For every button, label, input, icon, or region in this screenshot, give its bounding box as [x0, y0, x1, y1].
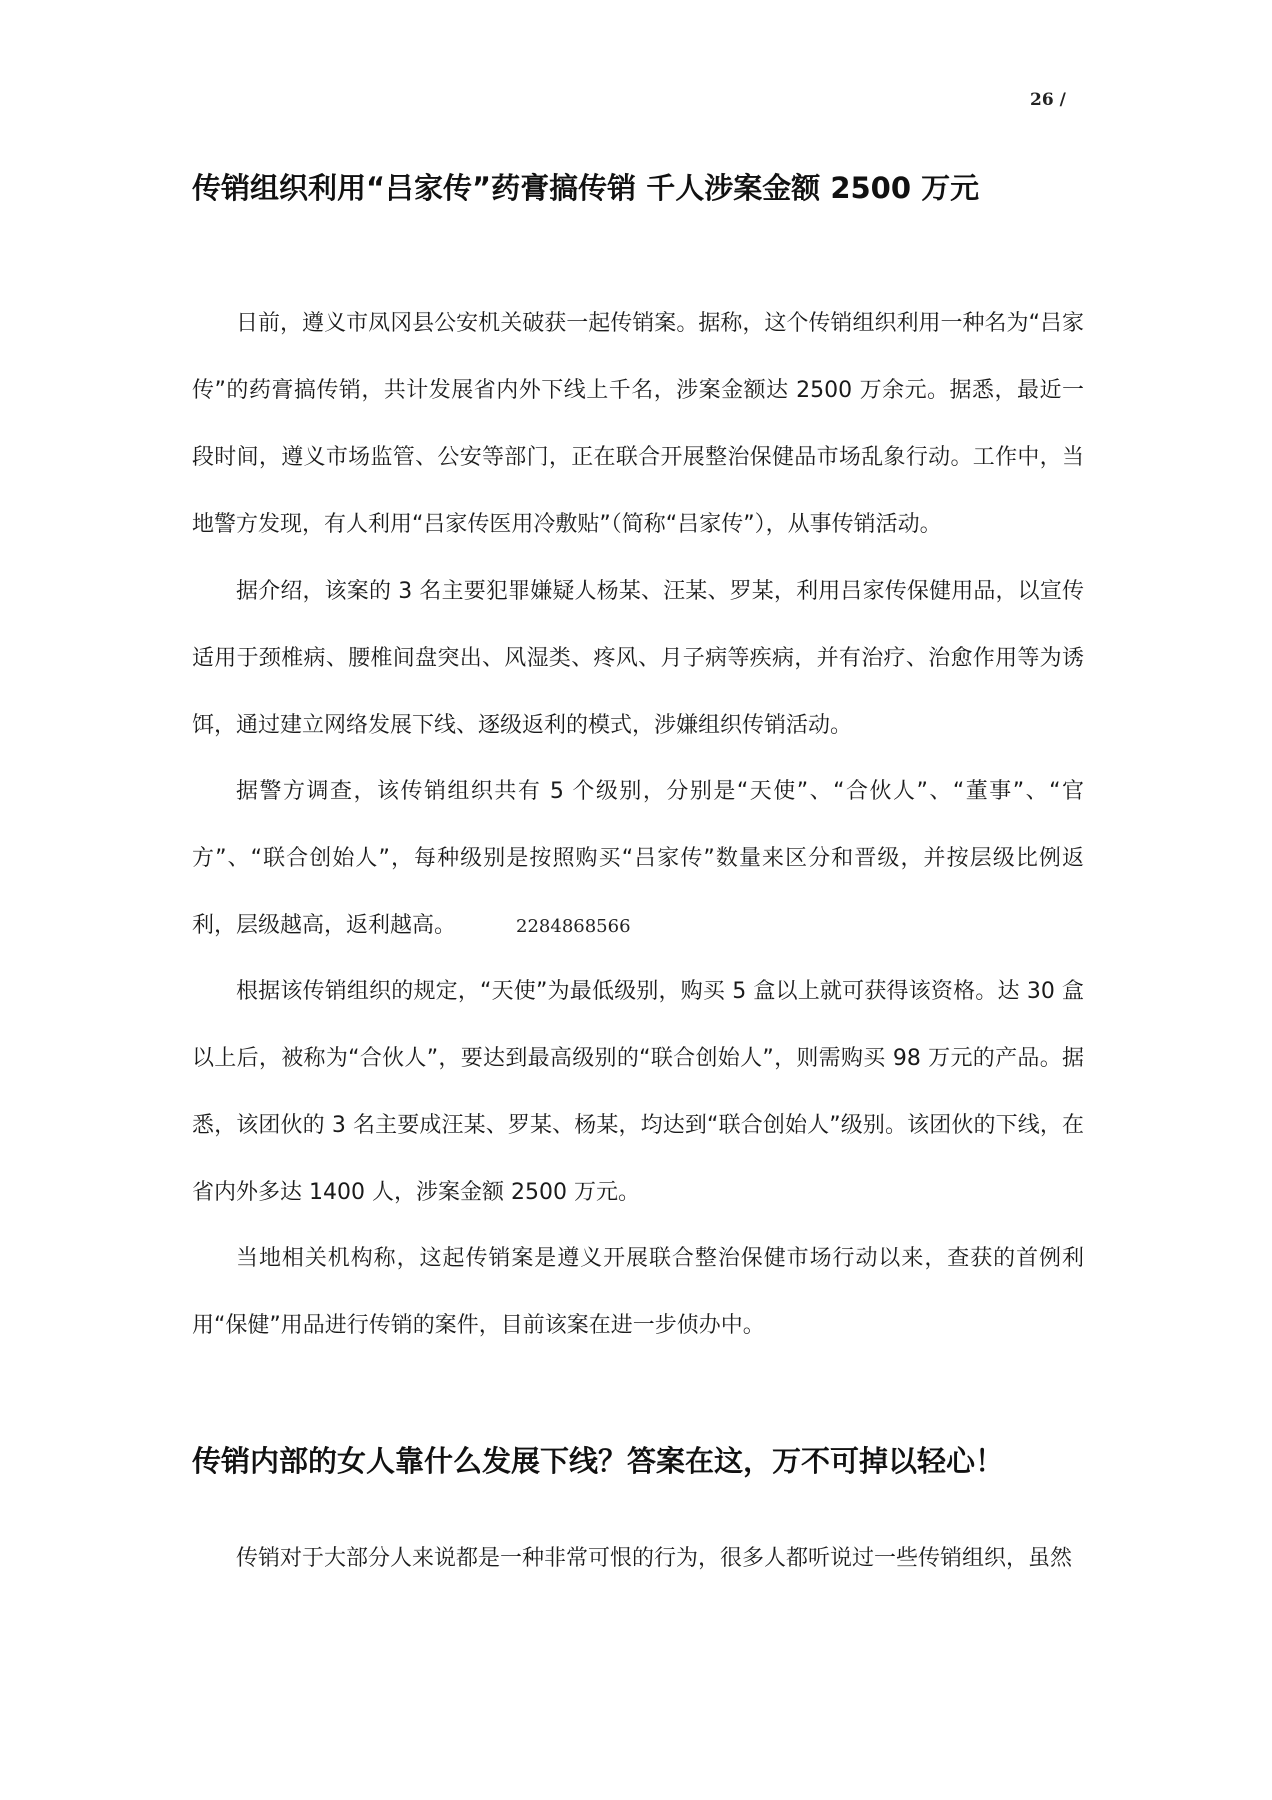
page-number: 26 / [1030, 90, 1066, 110]
paragraph-text: 据警方调查，该传销组织共有 5 个级别，分别是“天使”、“合伙人”、“董事”、“官方”、“联合创始人”，每种级别是按照购买“吕家传”数量来区分和晋级，并按层级比例返利，层级越高，返利越高。 [192, 779, 1084, 938]
article-paragraph: 日前，遵义市凤冈县公安机关破获一起传销案。据称，这个传销组织利用一种名为“吕家传”的药膏搞传销，共计发展省内外下线上千名，涉案金额达 2500 万余元。据悉，最近一段时间，遵义市场监管、公安等部门，正在联合开展整治保健品市场乱象行动。工作中，当地警方发现，有人利用“吕家传医用冷敷贴”（简称“吕家传”），从事传销活动。 [192, 311, 1084, 537]
article-paragraph: 据介绍，该案的 3 名主要犯罪嫌疑人杨某、汪某、罗某，利用吕家传保健用品，以宣传适用于颈椎病、腰椎间盘突出、风湿类、疼风、月子病等疾病，并有治疗、治愈作用等为诱饵，通过建立网络发展下线、逐级返利的模式，涉嫌组织传销活动。 [192, 579, 1084, 738]
article-paragraph: 根据该传销组织的规定，“天使”为最低级别，购买 5 盒以上就可获得该资格。达 30 盒以上后，被称为“合伙人”，要达到最高级别的“联合创始人”，则需购买 98 万元的产品。据悉，该团伙的 3 名主要成汪某、罗某、杨某，均达到“联合创始人”级别。该团伙的下线，在省内外多达 1400 人，涉案金额 2500 万元。 [192, 979, 1084, 1205]
article-paragraph: 传销对于大部分人来说都是一种非常可恨的行为，很多人都听说过一些传销组织，虽然 [236, 1546, 1073, 1571]
article-title: 传销内部的女人靠什么发展下线？答案在这，万不可掉以轻心！ [192, 1444, 1005, 1478]
contact-number: 2284868566 [516, 916, 631, 937]
article-paragraph: 当地相关机构称，这起传销案是遵义开展联合整治保健市场行动以来，查获的首例利用“保健”用品进行传销的案件，目前该案在进一步侦办中。 [192, 1246, 1084, 1338]
article-paragraph [192, 758, 1084, 960]
article-title: 传销组织利用“吕家传”药膏搞传销 千人涉案金额 2500 万元 [192, 171, 980, 205]
